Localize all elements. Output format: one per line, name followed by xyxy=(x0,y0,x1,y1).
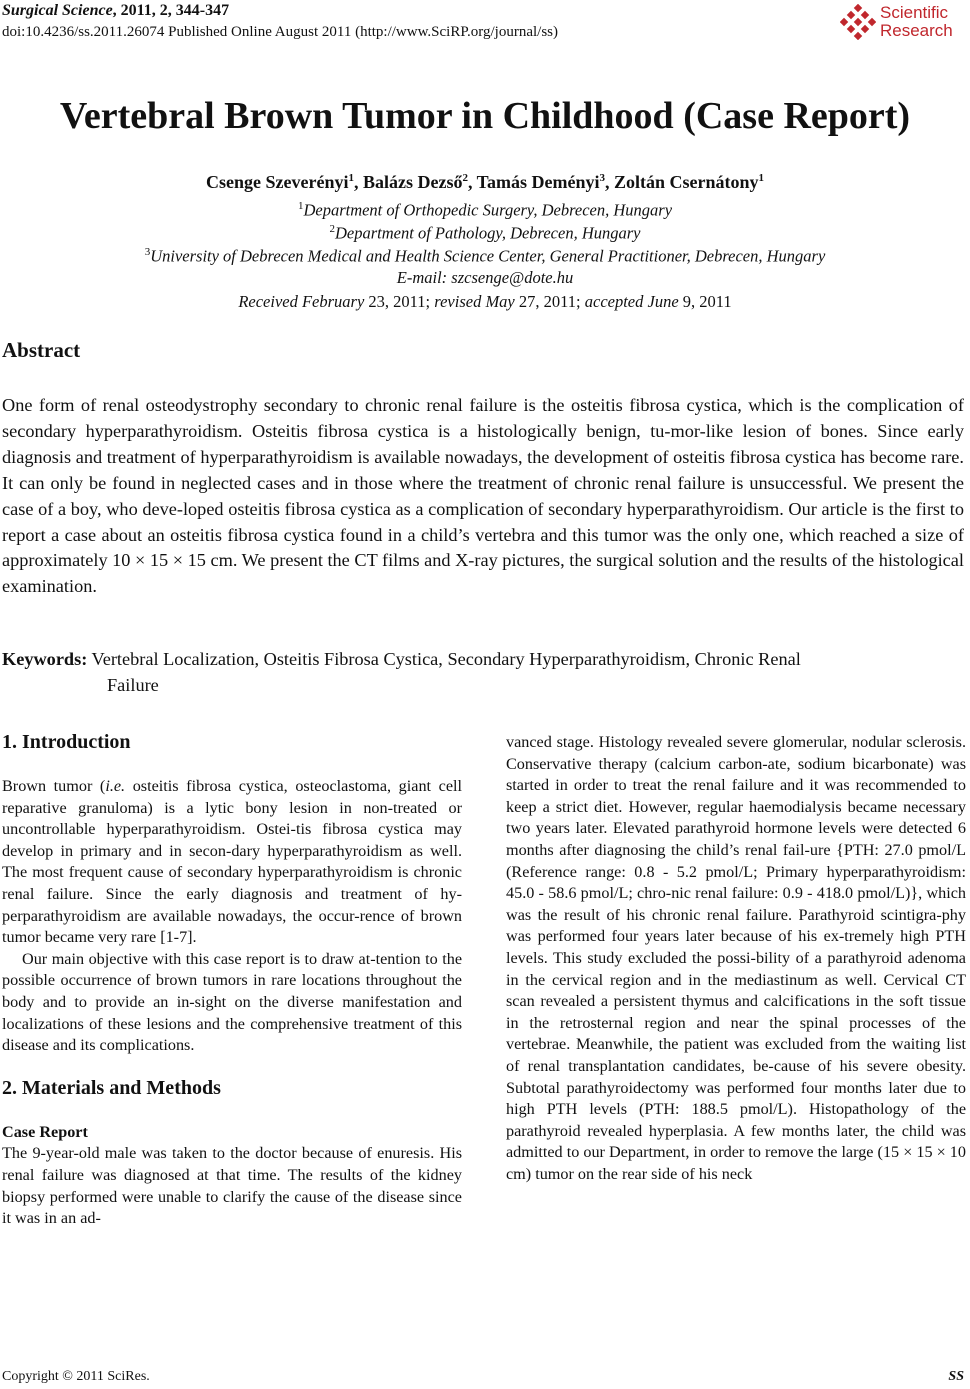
author-4: , Zoltán Csernátony xyxy=(604,172,759,192)
intro-paragraph-2: Our main objective with this case report is to draw at-tention to the possible occurrence of brown tumors in rare locations throughout the body and to provide an in-sight on the diverse manifestation and localizations of these lesions and the comprehensive treatment of this disease and its complications. xyxy=(2,949,462,1055)
introduction-heading: 1. Introduction xyxy=(2,731,131,753)
revised-date: 27, 2011; xyxy=(514,292,585,311)
author-3: , Tamás Deményi xyxy=(467,172,600,192)
journal-abbreviation: SS xyxy=(948,1369,964,1384)
journal-volume: , 2011, 2, 344-347 xyxy=(112,2,230,19)
affiliation-2-text: Department of Pathology, Debrecen, Hungary xyxy=(335,223,641,243)
accepted-date: 9, 2011 xyxy=(678,292,732,311)
accepted-label: accepted June xyxy=(584,292,679,311)
received-label: Received February xyxy=(238,292,365,311)
email-label: E-mail xyxy=(396,268,442,287)
paper-title: Vertebral Brown Tumor in Childhood (Case Report) xyxy=(59,95,911,137)
author-4-affil: 1 xyxy=(758,172,764,184)
received-date: 23, 2011; xyxy=(364,292,435,311)
author-2-affil: 2 xyxy=(462,172,468,184)
intro-p1-start: Brown tumor ( xyxy=(2,777,106,795)
author-list xyxy=(0,172,970,193)
affiliation-1-number: 1 xyxy=(297,200,304,212)
keywords-line-1: Vertebral Localization, Osteitis Fibrosa Cystica, Secondary Hyperparathyroidism, Chronic Renal xyxy=(87,649,801,669)
journal-name: Surgical Science xyxy=(2,2,113,19)
affiliation-1-text: Department of Orthopedic Surgery, Debrecen, Hungary xyxy=(303,200,673,220)
abstract-heading: Abstract xyxy=(2,338,81,362)
author-1: Csenge Szeverényi xyxy=(206,172,349,192)
affiliation-3-text: University of Debrecen Medical and Health Science Center, General Practitioner, Debrecen, Hungary xyxy=(150,246,826,266)
keywords-label: Keywords: xyxy=(2,649,88,669)
scirp-logo-icon xyxy=(840,4,876,40)
case-report-paragraph: The 9-year-old male was taken to the doctor because of enuresis. His renal failure was diagnosed at that time. The results of the kidney biopsy performed were unable to clarify the cause of the disease since it was in an ad- xyxy=(2,1144,462,1228)
email-address[interactable]: : szcsenge@dote.hu xyxy=(441,268,574,287)
contact-email xyxy=(0,268,970,288)
logo-text-research: Research xyxy=(880,21,953,40)
intro-paragraph-1 xyxy=(2,776,462,949)
abstract-text: One form of renal osteodystrophy secondary to chronic renal failure is the osteitis fibrosa cystica, which is the complication of secondary hyperparathyroidism. Osteitis fibrosa cystica is a histologically benign, tu-mor-like lesion of bones. Since early diagnosis and treatment of hyperparathyroidism is available nowadays, the development of osteitis fibrosa cystica has become rare. It can only be found in neglected cases and in those where the treatment of chronic renal failure is unsuccessful. We present the case of a boy, who deve-loped osteitis fibrosa cystica as a complication of secondary hyperparathyroidism. Our article is the first to report a case about an osteitis fibrosa cystica found in a child’s vertebra and this tumor was the only one, which reached a size of approximately 10 × 15 × 15 cm. We present the CT films and X-ray pictures, the surgical solution and the results of the histological examination. xyxy=(2,395,964,597)
affiliation-2-number: 2 xyxy=(329,223,335,235)
keywords-line-2: Failure xyxy=(107,675,159,695)
journal-citation xyxy=(2,2,229,20)
copyright-footer: Copyright © 2011 SciRes. xyxy=(2,1369,150,1384)
keywords xyxy=(2,646,964,698)
affiliation-3 xyxy=(0,246,970,267)
intro-p1-ie: i.e. xyxy=(105,777,126,795)
intro-p1-rest: osteitis fibrosa cystica, osteoclastoma, giant cell reparative granuloma) is a lytic bony lesion in non-treated or uncontrollable hyperparathyroidism. Ostei-tis fibrosa cystica may develop in primary and in secon-dary hyperparathyroidism as well. The most frequent cause of secondary hyperparathyroidism is chronic renal failure. Since the early diagnosis and treatment of hy-perparathyroidism are available nowadays, the occur-rence of brown tumor became very rare [1-7]. xyxy=(2,777,462,947)
right-column xyxy=(506,732,966,1185)
author-1-affil: 1 xyxy=(348,172,354,184)
methods-heading: 2. Materials and Methods xyxy=(2,1076,221,1099)
doi-line: doi:10.4236/ss.2011.26074 Published Online August 2011 (http://www.SciRP.org/journal/ss) xyxy=(2,24,558,40)
logo-text-scientific: Scientific xyxy=(880,3,949,22)
affiliation-3-number: 3 xyxy=(144,246,151,258)
left-column xyxy=(2,730,462,1230)
case-report-continued: vanced stage. Histology revealed severe glomerular, nodular sclerosis. Conservative therapy (calcium carbon-ate, sodium bicarbonate) was started in order to treat the renal failure and it was recommended to keep a strict diet. However, regular haemodialysis became necessary two years later. Elevated parathyroid hormone levels were detected 6 months after diagnosing the child’s renal fail-ure {PTH: 27.0 pmol/L (Reference range: 0.8 - 5.2 pmol/L; Primary hyperparathyroidism: 45.0 - 58.6 pmol/L; chro-nic renal failure: 0.9 - 418.0 pmol/L)}, which was the result of his chronic renal failure. Parathyroid scintigra-phy was performed four years later because of his ex-tremely high PTH levels. This study excluded the possi-bility of a parathyroid adenoma in the cervical region and in the mediastinum as well. Cervical CT scan revealed a persistent thymus and calcifications in the soft tissue in the retrosternal region and near the spinal processes of the vertebrae. Meanwhile, the patient was excluded from the waiting list of renal transplantation candidates, be-cause of his severe obesity. Subtotal parathyroidectomy was performed four months later due to high PTH levels (PTH: 188.5 pmol/L). Histopathology of the parathyroid revealed hyperplasia. A few months later, the child was admitted to our Department, in order to remove the large (15 × 15 × 10 cm) tumor on the rear side of his neck xyxy=(506,733,966,1183)
author-3-affil: 3 xyxy=(599,172,605,184)
author-2: , Balázs Dezső xyxy=(353,172,463,192)
scirp-logo xyxy=(840,2,966,42)
affiliation-2 xyxy=(0,223,970,244)
affiliation-1 xyxy=(0,200,970,221)
article-dates xyxy=(0,292,970,312)
case-report-heading: Case Report xyxy=(2,1122,88,1141)
revised-label: revised May xyxy=(434,292,515,311)
